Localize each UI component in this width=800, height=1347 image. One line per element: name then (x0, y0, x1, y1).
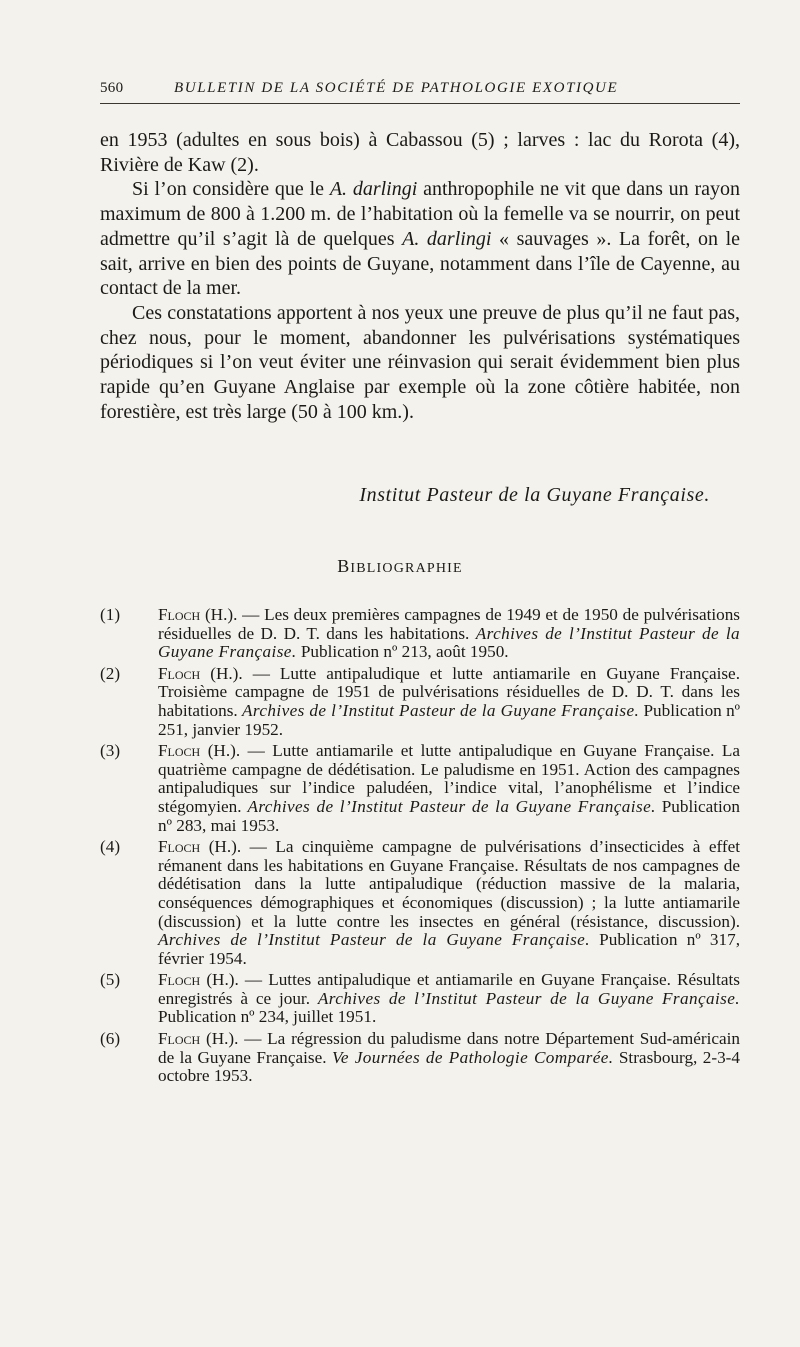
reference-text: — Lutte antiamarile et lutte antipaludique en Guyane Française. La quatrième campagne de dédétisation. Le paludisme en 1951. Action des campagnes antipaludiques sur l’indice paludéen, l’indice vital, l’anophélisme et l’indice stégomyien. (158, 741, 741, 816)
reference-text: — La cinquième campagne de pulvérisations d’insecticides à effet rémanent dans les habitations en Guyane Française. Résultats de nos campagnes de dédétisation dans la lutte antipaludique (réduction massive de la malaria, conséquences démographiques et économiques (discussion) ; la lutte antiamarile (discussion) et la lutte contre les insectes en général (résistance, discussion). (158, 837, 741, 931)
reference-publication: Publication nº 234, juillet 1951. (158, 1007, 377, 1027)
reference-author: Floch (H.). (158, 663, 243, 683)
running-title: BULLETIN DE LA SOCIÉTÉ DE PATHOLOGIE EXOTIQUE (174, 80, 619, 96)
reference-source: Ve Journées de Pathologie Comparée. (331, 1047, 614, 1067)
reference-publication: Publication nº 213, août 1950. (296, 642, 509, 662)
reference-item (100, 665, 740, 739)
reference-text: — La régression du paludisme dans notre Département Sud-américain de la Guyane Française. (158, 1029, 740, 1067)
species-name: A. darlingi (402, 227, 492, 250)
reference-source: Archives de l’Institut Pasteur de la Guyane Française. (158, 623, 740, 662)
reference-number: (6) (100, 1029, 121, 1049)
reference-publication: Publication nº 283, mai 1953. (158, 796, 740, 835)
institution-signature: Institut Pasteur de la Guyane Française. (359, 484, 710, 506)
running-header (100, 80, 740, 104)
reference-publication: Strasbourg, 2-3-4 octobre 1953. (158, 1047, 740, 1086)
reference-text: — Les deux premières campagnes de 1949 et de 1950 de pulvérisations résiduelles de D. D. T. dans les habitations. (158, 605, 740, 643)
bibliography-heading-rest: IBLIOGRAPHIE (350, 561, 463, 576)
reference-text: — Luttes antipaludique et antiamarile en Guyane Française. Résultats enregistrés à ce jour. (158, 970, 740, 1008)
reference-author: Floch (H.). (158, 605, 238, 624)
reference-item (100, 742, 740, 835)
paragraph-continuation: en 1953 (adultes en sous bois) à Cabassou (5) ; larves : lac du Rorota (4), Rivière de Kaw (2). (100, 129, 740, 176)
reference-number: (2) (100, 663, 121, 683)
reference-item (100, 838, 740, 968)
paragraph-conclusion: Ces constatations apportent à nos yeux une preuve de plus qu’il ne faut pas, chez nous, pour le moment, abandonner les pulvérisations systématiques périodiques si l’on veut éviter une réinvasion qui serait évidemment bien plus rapide qu’en Guyane Anglaise par exemple où la zone côtière habitée, non forestière, est très large (50 à 100 km.). (100, 301, 740, 423)
body-text (100, 128, 740, 424)
paragraph-darlingi (100, 177, 740, 301)
reference-source: Archives de l’Institut Pasteur de la Guyane Française. (158, 930, 590, 950)
species-name: A. darlingi (329, 178, 418, 201)
reference-source: Archives de l’Institut Pasteur de la Guyane Française. (247, 796, 656, 816)
reference-author: Floch (H.). (158, 970, 239, 990)
bibliography-heading-initial: B (337, 556, 351, 576)
reference-author: Floch (H.). (158, 741, 241, 761)
reference-source: Archives de l’Institut Pasteur de la Guyane Française. (242, 700, 640, 720)
bibliography-heading (0, 556, 800, 577)
reference-text: — Lutte antipaludique et lutte antiamarile en Guyane Française. Troisième campagne de 1951 de pulvérisations résiduelles de D. D. T. dans les habitations. (158, 663, 740, 720)
p2-text-a: Si l’on considère que le (132, 178, 330, 201)
page-number: 560 (100, 80, 124, 96)
p2-text-c: anthropophile ne vit que dans un rayon maximum de 800 à 1.200 m. de l’habitation où la femelle va se nourrir, on peut admettre qu’il s’agit là de quelques (100, 178, 740, 250)
reference-author: Floch (H.). (158, 837, 242, 857)
reference-number: (1) (100, 605, 121, 624)
reference-author: Floch (H.). (158, 1029, 239, 1049)
reference-source: Archives de l’Institut Pasteur de la Guyane Française. (317, 988, 741, 1008)
reference-item (100, 971, 740, 1027)
reference-publication: Publication nº 251, janvier 1952. (158, 700, 740, 739)
reference-item (100, 606, 740, 662)
reference-number: (3) (100, 741, 121, 761)
reference-number: (4) (100, 837, 121, 857)
reference-number: (5) (100, 970, 121, 990)
p2-text-e: « sauvages ». La forêt, on le sait, arrive en bien des points de Guyane, notamment dans l’île de Cayenne, au contact de la mer. (100, 227, 741, 300)
reference-list (100, 606, 740, 1089)
reference-publication: Publication nº 317, février 1954. (158, 930, 741, 968)
reference-item (100, 1030, 740, 1086)
